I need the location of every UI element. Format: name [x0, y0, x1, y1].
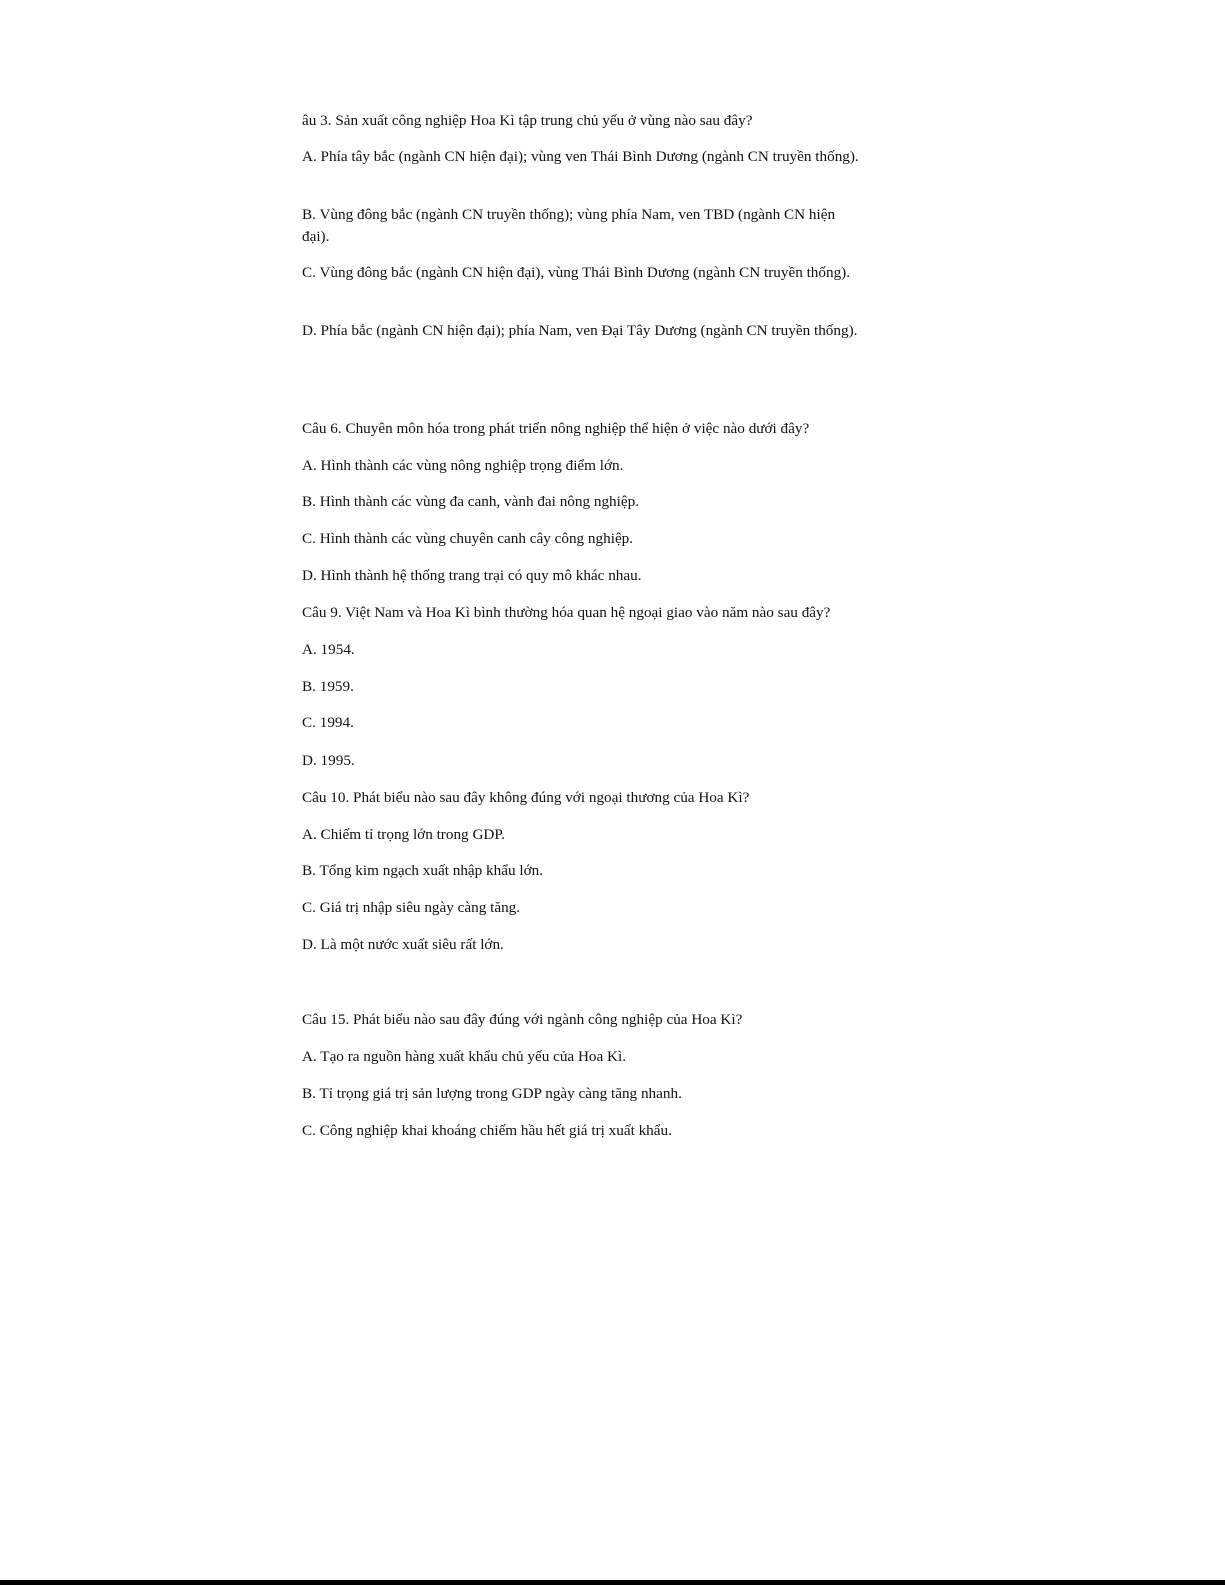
page-bottom-edge — [0, 1580, 1225, 1585]
question-3-prompt: âu 3. Sản xuất công nghiệp Hoa Kì tập trung chủ yếu ở vùng nào sau đây? — [302, 112, 753, 129]
question-10-prompt: Câu 10. Phát biểu nào sau đây không đúng với ngoại thương của Hoa Kì? — [302, 789, 750, 806]
question-6-option-a: A. Hình thành các vùng nông nghiệp trọng điểm lớn. — [302, 457, 624, 474]
question-15-option-b: B. Tỉ trọng giá trị sản lượng trong GDP ngày càng tăng nhanh. — [302, 1085, 682, 1102]
question-3-option-a: A. Phía tây bắc (ngành CN hiện đại); vùng ven Thái Bình Dương (ngành CN truyền thống). — [302, 148, 859, 165]
question-15-prompt: Câu 15. Phát biểu nào sau đây đúng với ngành công nghiệp của Hoa Kì? — [302, 1011, 743, 1028]
question-3-option-d: D. Phía bắc (ngành CN hiện đại); phía Nam, ven Đại Tây Dương (ngành CN truyền thống). — [302, 322, 858, 339]
question-6-option-c: C. Hình thành các vùng chuyên canh cây công nghiệp. — [302, 530, 634, 547]
question-9-option-c: C. 1994. — [302, 714, 354, 731]
question-15-option-c: C. Công nghiệp khai khoáng chiếm hầu hết giá trị xuất khẩu. — [302, 1122, 672, 1139]
question-10-option-b: B. Tổng kim ngạch xuất nhập khẩu lớn. — [302, 862, 544, 879]
question-10-option-d: D. Là một nước xuất siêu rất lớn. — [302, 936, 504, 953]
question-15-option-a: A. Tạo ra nguồn hàng xuất khẩu chủ yếu của Hoa Kì. — [302, 1048, 627, 1065]
question-6-option-b: B. Hình thành các vùng đa canh, vành đai nông nghiệp. — [302, 493, 639, 510]
question-10-option-c: C. Giá trị nhập siêu ngày càng tăng. — [302, 899, 521, 916]
question-9-option-d: D. 1995. — [302, 752, 355, 769]
question-9-option-a: A. 1954. — [302, 641, 355, 658]
question-6-prompt: Câu 6. Chuyên môn hóa trong phát triển nông nghiệp thể hiện ở việc nào dưới đây? — [302, 420, 810, 437]
question-6-option-d: D. Hình thành hệ thống trang trại có quy mô khác nhau. — [302, 567, 642, 584]
question-9-prompt: Câu 9. Việt Nam và Hoa Kì bình thường hóa quan hệ ngoại giao vào năm nào sau đây? — [302, 604, 831, 621]
question-10-option-a: A. Chiếm tỉ trọng lớn trong GDP. — [302, 826, 505, 843]
question-9-option-b: B. 1959. — [302, 678, 354, 695]
question-3-option-c: C. Vùng đông bắc (ngành CN hiện đại), vùng Thái Bình Dương (ngành CN truyền thống). — [302, 264, 851, 281]
question-3-option-b: B. Vùng đông bắc (ngành CN truyền thống); vùng phía Nam, ven TBD (ngành CN hiện đại). — [302, 206, 836, 245]
